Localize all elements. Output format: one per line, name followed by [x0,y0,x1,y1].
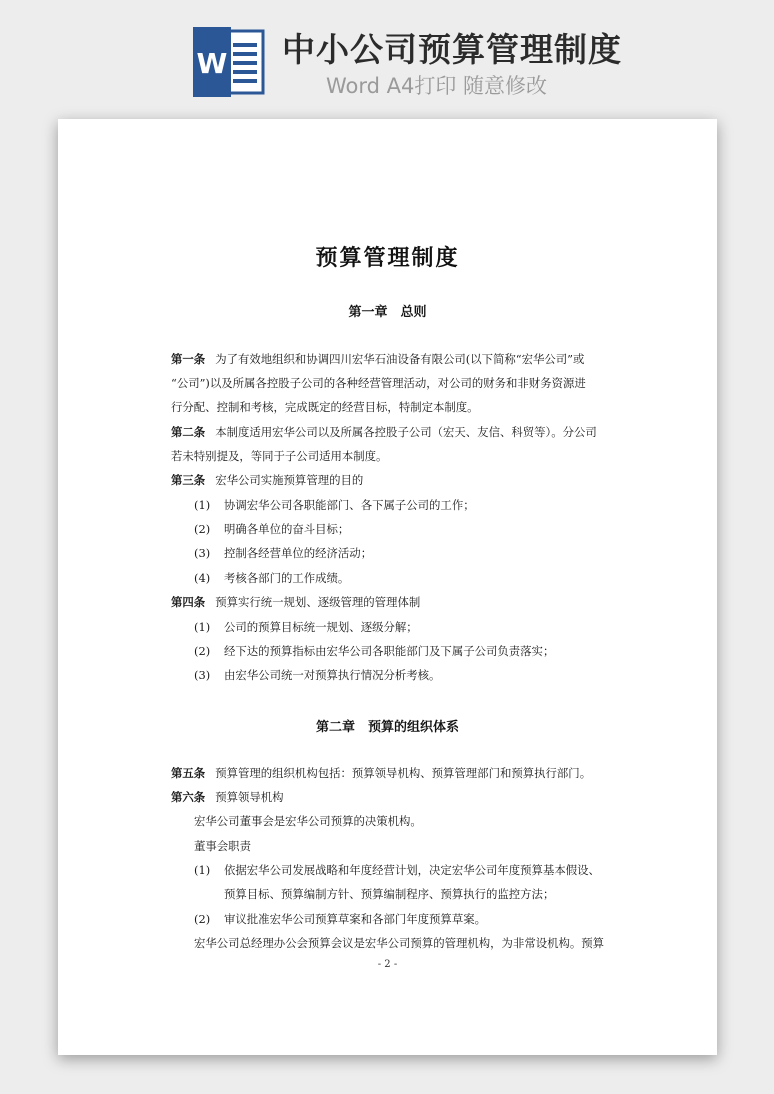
header [0,0,774,110]
article-3-line-1 [171,472,363,488]
article-3-label: 第三条 [171,473,206,487]
article-1-line-3: 行分配、控制和考核，完成既定的经营目标，特制定本制度。 [171,400,479,414]
list-item: (1) 协调宏华公司各职能部门、各下属子公司的工作； [194,498,475,512]
article-6-text: 预算领导机构 [215,790,284,804]
page-subtitle: Word A4打印 随意修改 [326,74,548,98]
page-title: 中小公司预算管理制度 [282,30,622,69]
document-title: 预算管理制度 [315,245,460,271]
article-2-text: 本制度适用宏华公司以及所属各控股子公司（宏天、友信、科贸等）。分公司 [215,425,597,439]
word-icon-letter: W [196,47,228,80]
list-item: (2) 经下达的预算指标由宏华公司各职能部门及下属子公司负责落实； [194,644,555,658]
article-6-label: 第六条 [171,790,206,804]
duty-item-1-line-2: 预算目标、预算编制方针、预算编制程序、预算执行的监控方法； [224,887,555,901]
article-3-text: 宏华公司实施预算管理的目的 [215,473,364,487]
list-item: (3) 控制各经营单位的经济活动； [194,546,373,560]
article-4-label: 第四条 [171,595,206,609]
duty-item-2: (2) 审议批准宏华公司预算草案和各部门年度预算草案。 [194,912,486,926]
list-item: (4) 考核各部门的工作成绩。 [194,571,350,585]
list-item: (3) 由宏华公司统一对预算执行情况分析考核。 [194,668,441,682]
article-2-line-1 [171,424,597,440]
page-number: - 2 - [377,959,398,970]
watermark: ​ [91,480,105,503]
article-1-line-2: “公司”)以及所属各控股子公司的各种经营管理活动，对公司的财务和非财务资源进 [171,376,586,390]
article-5-text: 预算管理的组织机构包括：预算领导机构、预算管理部门和预算执行部门。 [215,766,592,780]
article-5-line-1 [171,765,591,781]
article-1-line-1 [171,351,584,367]
board-paragraph: 宏华公司董事会是宏华公司预算的决策机构。 [194,814,422,828]
duty-item-1-line-1: (1) 依据宏华公司发展战略和年度经营计划，决定宏华公司年度预算基本假设、 [194,863,600,877]
list-item: (1) 公司的预算目标统一规划、逐级分解； [194,620,418,634]
chapter-2-heading: 第二章 预算的组织体系 [315,720,459,735]
board-duty-heading: 董事会职责 [194,839,251,853]
management-paragraph: 宏华公司总经理办公会预算会议是宏华公司预算的管理机构，为非常设机构。预算 [194,936,605,950]
article-2-line-2: 若未特别提及，等同于子公司适用本制度。 [171,449,388,463]
document-page [58,119,717,1055]
word-document-icon [193,27,265,97]
article-2-label: 第二条 [171,425,206,439]
article-4-line-1 [171,594,420,610]
article-1-label: 第一条 [171,352,206,366]
list-item: (2) 明确各单位的奋斗目标； [194,522,350,536]
article-4-text: 预算实行统一规划、逐级管理的管理体制 [215,595,421,609]
article-1-text: 为了有效地组织和协调四川宏华石油设备有限公司(以下简称“宏华公司”或 [215,352,585,366]
article-5-label: 第五条 [171,766,206,780]
chapter-1-heading: 第一章 总则 [348,305,427,320]
article-6-line-1 [171,789,284,805]
